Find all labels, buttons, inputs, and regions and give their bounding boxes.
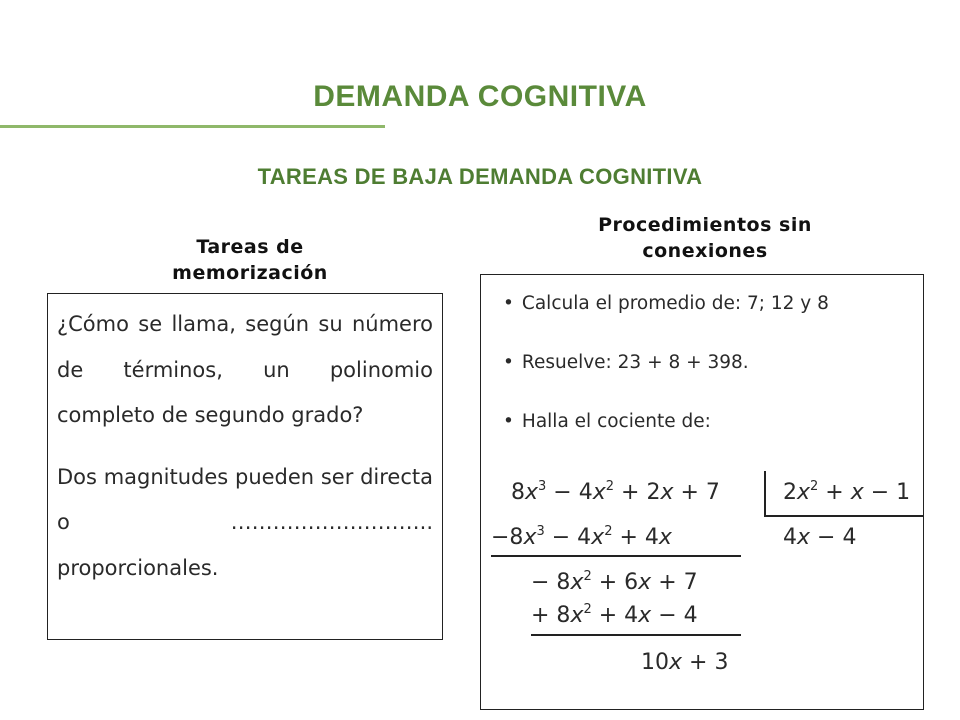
bullet-item: • Halla el cociente de: bbox=[503, 411, 711, 432]
quotient: 4x − 4 bbox=[783, 525, 857, 550]
subtraction-line-1 bbox=[491, 555, 741, 557]
bullet-item: • Resuelve: 23 + 8 + 398. bbox=[503, 352, 749, 373]
bullet-text-sum: Resuelve: 23 + 8 + 398. bbox=[521, 352, 749, 373]
page-title: DEMANDA COGNITIVA bbox=[313, 80, 647, 113]
final-remainder: 10x + 3 bbox=[641, 650, 729, 675]
divisor: $2x^2 + x - 1$ bbox=[783, 479, 911, 505]
dividend: $8x^3 - 4x^2 + 2x + 7$ bbox=[511, 479, 720, 505]
bullet-item: • Calcula el promedio de: 7; 12 y 8 bbox=[503, 293, 829, 314]
divisor-bracket-horizontal bbox=[764, 515, 924, 517]
bullet-text-quotient: Halla el cociente de: bbox=[521, 411, 711, 432]
memorization-heading: Tareas de memorización bbox=[172, 236, 328, 284]
remainder-step-1: − $8x^2 + 6x + 7$ bbox=[531, 569, 698, 595]
bullet-text-average: Calcula el promedio de: 7; 12 y 8 bbox=[521, 293, 829, 314]
procedures-box bbox=[480, 274, 924, 710]
divisor-bracket-vertical bbox=[764, 471, 766, 516]
subtraction-line-2 bbox=[531, 634, 741, 636]
subtraction-step-2: + $8x^2 + 4x - 4$ bbox=[531, 602, 698, 628]
subtraction-step-1: $-8x^3 - 4x^2 + 4x$ bbox=[491, 524, 672, 550]
fill-in-paragraph: Dos magnitudes pueden ser directa o ……………………….. proporcionales. bbox=[57, 464, 433, 580]
question-paragraph: ¿Cómo se llama, según su número de términos, un polinomio completo de segundo grado? bbox=[57, 312, 433, 427]
procedures-heading: Procedimientos sin conexiones bbox=[598, 214, 812, 262]
page-subtitle: TAREAS DE BAJA DEMANDA COGNITIVA bbox=[257, 164, 703, 189]
memorization-tasks-box bbox=[47, 293, 443, 640]
title-underline bbox=[0, 125, 385, 128]
